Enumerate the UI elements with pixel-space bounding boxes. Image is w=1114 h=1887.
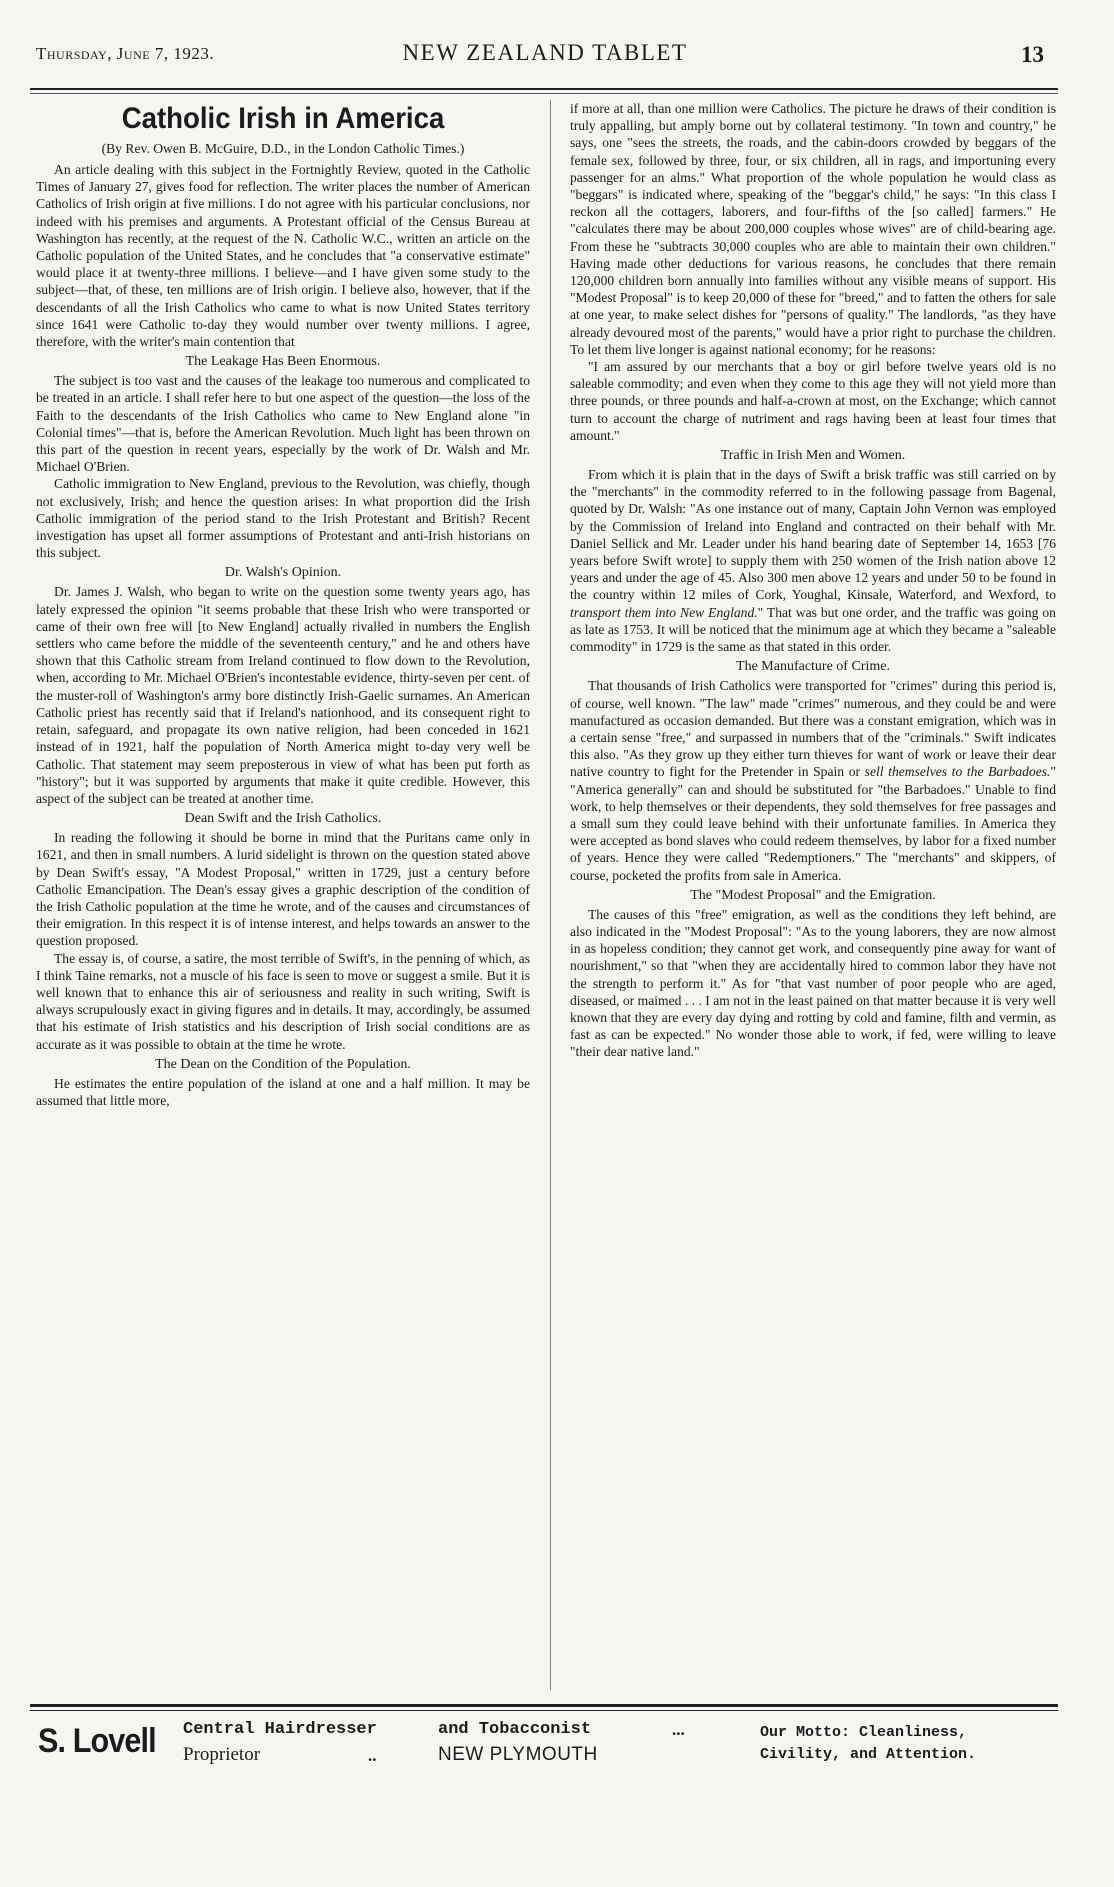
byline: (By Rev. Owen B. McGuire, D.D., in the London Catholic Times.) (101, 141, 465, 156)
newspaper-name: NEW ZEALAND TABLET (402, 40, 688, 65)
header-rule-thin (30, 93, 1058, 94)
paragraph: if more at all, than one million were Catholics. The picture he draws of their condition is truly appalling, but amply borne out by collateral testimony. "In town and country," he says, one "sees the streets, the roads, and the cabin-doors crowded by beggars of the female sex, followed by three, four, or six children, all in rags, and importuning every passenger for an alms." What proportion of the whole population he would class as "beggars" is indicated where, speaking of the "beggar's child," he says: "In this class I reckon all the cottagers, laborers, and four-fifths of the [so called] farmers." He "calculates there may be about 200,000 couples whose wives" are of child-bearing age. From these he "subtracts 30,000 couples who are able to maintain their own children." Having made other deductions for various reasons, he concludes that there remain 120,000 children born annually into families without any visible means of support. His "Modest Proposal" is to keep 20,000 of these for "breed," and to fatten the others for sale at one year, to make select dishes for "persons of quality." The landlords, "as they have already devoured most of the parents," would have a prior right to purchase the children. To let them live longer is against national economy; for he reasons: (570, 101, 1056, 357)
header-rule (30, 88, 1058, 90)
paragraph-text: " "America generally" can and should be substituted for "the Barbadoes." Unable to find work, to help themselves or their dependents, they sold themselves for free passages and a small sum they could leave behind with their unfortunate families. In America they were accepted as bond slaves who could redeem themselves, by labor for a fixed number of years. Hence they were called "Redemptioners." The "merchants" and skippers, of course, pocketed the profits from sale in America. (570, 764, 1056, 883)
advert-leader-dots: ... (672, 1720, 685, 1739)
paragraph: The subject is too vast and the causes of the leakage too numerous and complicated to be treated in an article. I shall refer here to but one aspect of the question—the loss of the Faith to the descendants of the Irish Catholics who came to New England alone "in Colonial times"—that is, before the American Revolution. Much light has been thrown on this part of the question in recent years, especially by the work of Dr. Walsh and Mr. Michael O'Brien. (36, 373, 530, 475)
paragraph: The causes of this "free" emigration, as well as the conditions they left behind, are also indicated in the "Modest Proposal": "As to the young laborers, they are now almost in as hopeless condition; they cannot get work, and consequently pine away for want of nourishment," so that "when they are accidentally hired to common labor they have not the strength to perform it." As for "that vast number of poor people who are aged, diseased, or maimed . . . I am not in the least pained on that matter because it is very well known that they are every day dying and rotting by cold and famine, filth and vermin, as fast as can be expected." No wonder those able to work, if fed, were willing to leave "their dear native land." (570, 906, 1056, 1060)
paragraph: Catholic immigration to New England, previous to the Revolution, was chiefly, though not exclusively, Irish; and hence the question arises: In what proportion did the Irish Catholic immigration of the period stand to the Irish Protestant and British? Recent investigation has upset all former assumptions of Protestant and anti-Irish historians on this subject. (36, 476, 530, 561)
advert-business-type-2: and Tobacconist (438, 1720, 592, 1739)
advert-location: NEW PLYMOUTH (438, 1744, 598, 1765)
paragraph: He estimates the entire population of the island at one and a half million. It may be assumed that little more, (36, 1075, 530, 1108)
paragraph-text: From which it is plain that in the days of Swift a brisk traffic was still carried on by the "merchants" in the commodity referred to in the following passage from Bagenal, quoted by Dr. Walsh: "As one instance out of many, Captain John Vernon was employed by the Commission of Ireland into England and contracted on their behalf with Mr. Daniel Sellick and Mr. Leader under his hand bearing date of September 14, 1653 [76 years before Swift wrote] to supply them with 250 women of the Irish nation above 12 years and under the age of 45. Also 300 men above 12 years and under 50 to be found in the country within 12 miles of Cork, Youghal, Kinsale, Waterford, and Wexford, to (570, 467, 1056, 603)
paragraph: Dr. James J. Walsh, who began to write on the question some twenty years ago, has lately expressed the opinion "it seems probable that these Irish who were transported or came of their own free will [to New England] actually rivalled in numbers the English settlers who came before the middle of the seventeenth century," and he and others have shown that this Catholic stream from Ireland continued to flow down to the Revolution, when, according to Mr. Michael O'Brien's incontestable evidence, thirty-seven per cent. of the muster-roll of Washington's army bore distinctly Irish-Gaelic surnames. An American Catholic priest has recently said that if Ireland's nationhood, and its consequent right to retain, safeguard, and propagate its own native religion, had been conceded in 1621 instead of in 1921, half the population of North America might to-day very well be Catholic. That statement may seem preposterous in view of what has been put forth as "history"; but it was supported by arguments that make it quite credible. However, this aspect of the subject can be treated at another time. (36, 584, 530, 806)
italic-text: transport them into New England. (570, 604, 758, 620)
column-divider (550, 100, 551, 1690)
advert-leader-dots: .. (368, 1746, 377, 1765)
paragraph (570, 466, 1056, 655)
paragraph: The essay is, of course, a satire, the most terrible of Swift's, in the penning of which, as I think Taine remarks, not a muscle of his face is seen to move or suggest a smile. But it is well known that to enhance this air of seriousness and reality in such writing, Swift is always scrupulously exact in giving figures and in details. It may, accordingly, be assumed that his estimate of Irish statistics and his description of Irish social conditions are as accurate as it was possible to obtain at the time he wrote. (36, 950, 530, 1052)
subheading: Traffic in Irish Men and Women. (720, 448, 906, 464)
subheading: The Dean on the Condition of the Population. (155, 1056, 411, 1072)
paragraph-text: That thousands of Irish Catholics were transported for "crimes" during this period is, of course, well known. "The law" made "crimes" numerous, and they could be and were manufactured as occasion demanded. But there was a constant emigration, which was in a certain sense "free," and surpassed in numbers that of the "criminals." Swift indicates this also. "As they grow up they either turn thieves for want of work or leave their dear native country to fight for the Pretender in Spain or (570, 678, 1056, 780)
page-number: 13 (1021, 42, 1044, 67)
paragraph: An article dealing with this subject in the Fortnightly Review, quoted in the Catholic Times of January 27, gives food for reflection. The writer places the number of American Catholics of Irish origin at five millions. I do not agree with his particular conclusions, nor indeed with his premises and arguments. A Protestant official of the Census Bureau at Washington has recently, at the request of the N. Catholic W.C., written an article on the Catholic population of the United States, and he concludes that "a conservative estimate" would place it at twenty-three millions. I believe—and I have given some study to the subject—that, of these, ten millions are of Irish origin. I believe also, however, that if the descendants of all the Irish Catholics who came to what is now United States territory since 1641 were Catholic to-day they would number over twenty millions. I agree, therefore, with the writer's main contention that (36, 162, 530, 350)
subheading: Dr. Walsh's Opinion. (224, 565, 342, 581)
masthead (36, 38, 1054, 78)
advert-rule-thin (30, 1710, 1058, 1711)
advertiser-name: S. Lovell (38, 1722, 156, 1760)
article-left-column (36, 100, 530, 1109)
article-right-column (570, 100, 1056, 1061)
issue-date: Thursday, June 7, 1923. (36, 44, 215, 63)
advert-business-type: Central Hairdresser (183, 1720, 377, 1739)
advert-motto: Our Motto: Cleanliness, (760, 1724, 968, 1741)
paragraph (570, 677, 1056, 883)
article-title: Catholic Irish in America (121, 102, 445, 135)
subheading: The Leakage Has Been Enormous. (185, 354, 381, 370)
advert-motto-2: Civility, and Attention. (760, 1746, 977, 1763)
subheading: The Manufacture of Crime. (736, 659, 890, 675)
italic-text: sell themselves to the Barbadoes. (864, 764, 1051, 780)
subheading: The "Modest Proposal" and the Emigration. (690, 887, 936, 903)
advertisement (36, 1716, 1054, 1776)
paragraph-text: " That was but one order, and the traffic was going on as late as 1753. It will be noticed that the minimum age at which they became a "saleable commodity" in 1729 is the same as that stated in this order. (570, 604, 1056, 655)
paragraph: In reading the following it should be borne in mind that the Puritans came only in 1621, and then in small numbers. A lurid sidelight is thrown on the question stated above by Dean Swift's essay, "A Modest Proposal," written in 1729, just a century before Catholic Emancipation. The Dean's essay gives a graphic description of the condition of the Irish Catholic population at the time he wrote, and of the causes and circumstances of their emigration. In this respect it is of intense interest, and helps towards an answer to the question proposed. (36, 830, 530, 949)
subheading: Dean Swift and the Irish Catholics. (184, 811, 382, 827)
advert-rule (30, 1704, 1058, 1707)
quoted-paragraph: "I am assured by our merchants that a boy or girl before twelve years old is no saleable commodity; and even when they come to this age they will not yield more than three pounds, or three pounds and half-a-crown at most, on the Exchange; which cannot turn to account the charge of nutriment and rags having been at least four times that amount." (570, 359, 1056, 443)
advert-proprietor: Proprietor (183, 1744, 261, 1765)
